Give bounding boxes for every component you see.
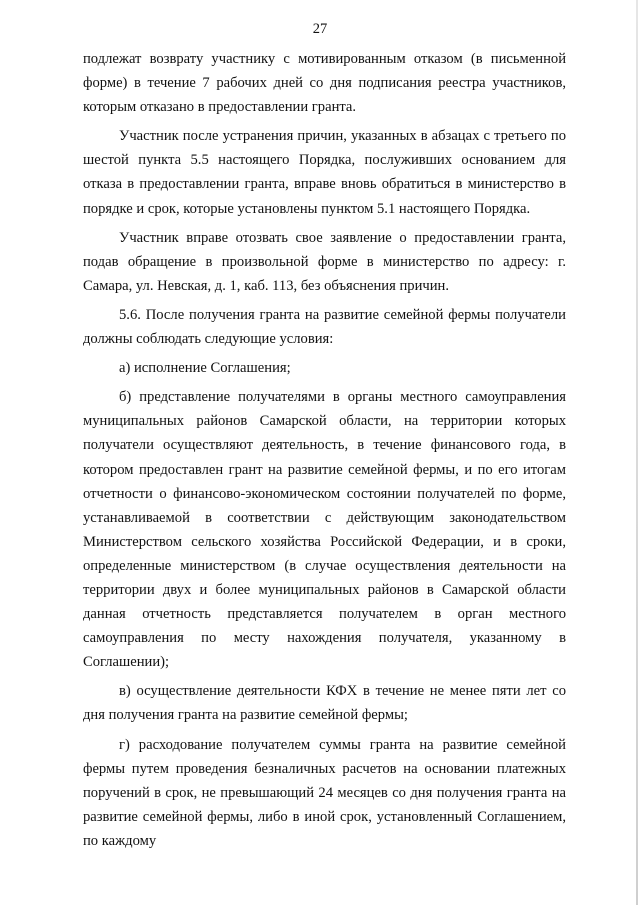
scan-edge-shadow bbox=[636, 0, 638, 905]
paragraph-section-5-6: 5.6. После получения гранта на развитие семейной фермы получатели должны соблюдать следующие условия: bbox=[83, 306, 566, 348]
page-number: 27 bbox=[312, 21, 328, 37]
paragraph-withdraw: Участник вправе отозвать свое заявление о предоставлении гранта, подав обращение в произвольной форме в министерство по адресу: г. Самара, ул. Невская, д. 1, каб. 113, без объяснения причин. bbox=[83, 229, 566, 294]
paragraph-refund-notice: подлежат возврату участнику с мотивированным отказом (в письменной форме) в течение 7 рабочих дней со дня подписания реестра участников, которым отказано в предоставлении гранта. bbox=[83, 51, 566, 116]
paragraph-reapply: Участник после устранения причин, указанных в абзацах с третьего по шестой пункта 5.5 настоящего Порядка, послуживших основанием для отказа в предоставлении гранта, вправе вновь обратиться в министерство в порядке и срок, которые установлены пунктом 5.1 настоящего Порядка. bbox=[83, 128, 566, 217]
list-item-v: в) осуществление деятельности КФХ в течение не менее пяти лет со дня получения гранта на развитие семейной фермы; bbox=[83, 683, 566, 724]
document-body bbox=[83, 47, 566, 853]
list-item-a: а) исполнение Соглашения; bbox=[119, 360, 291, 377]
list-item-b: б) представление получателями в органы местного самоуправления муниципальных районов Самарской области, на территории которых получатели осуществляют деятельность, в течение финансового года, в котором предоставлен грант на развитие семейной фермы, и по его итогам отчетности о финансово-экономическом состоянии получателей по форме, устанавливаемой в соответствии с действующим законодательством Министерством сельского хозяйства Российской Федерации, и в сроки, определенные министерством (в случае осуществления деятельности на территории двух и более муниципальных районов в Самарской области данная отчетность представляется получателем в орган местного самоуправления по месту нахождения получателя, указанному в Соглашении); bbox=[83, 389, 566, 671]
list-item-g: г) расходование получателем суммы гранта на развитие семейной фермы путем проведения безналичных расчетов на основании платежных поручений в срок, не превышающий 24 месяцев со дня получения гранта на развитие семейной фермы, либо в иной срок, установленный Соглашением, по каждому bbox=[83, 736, 566, 849]
